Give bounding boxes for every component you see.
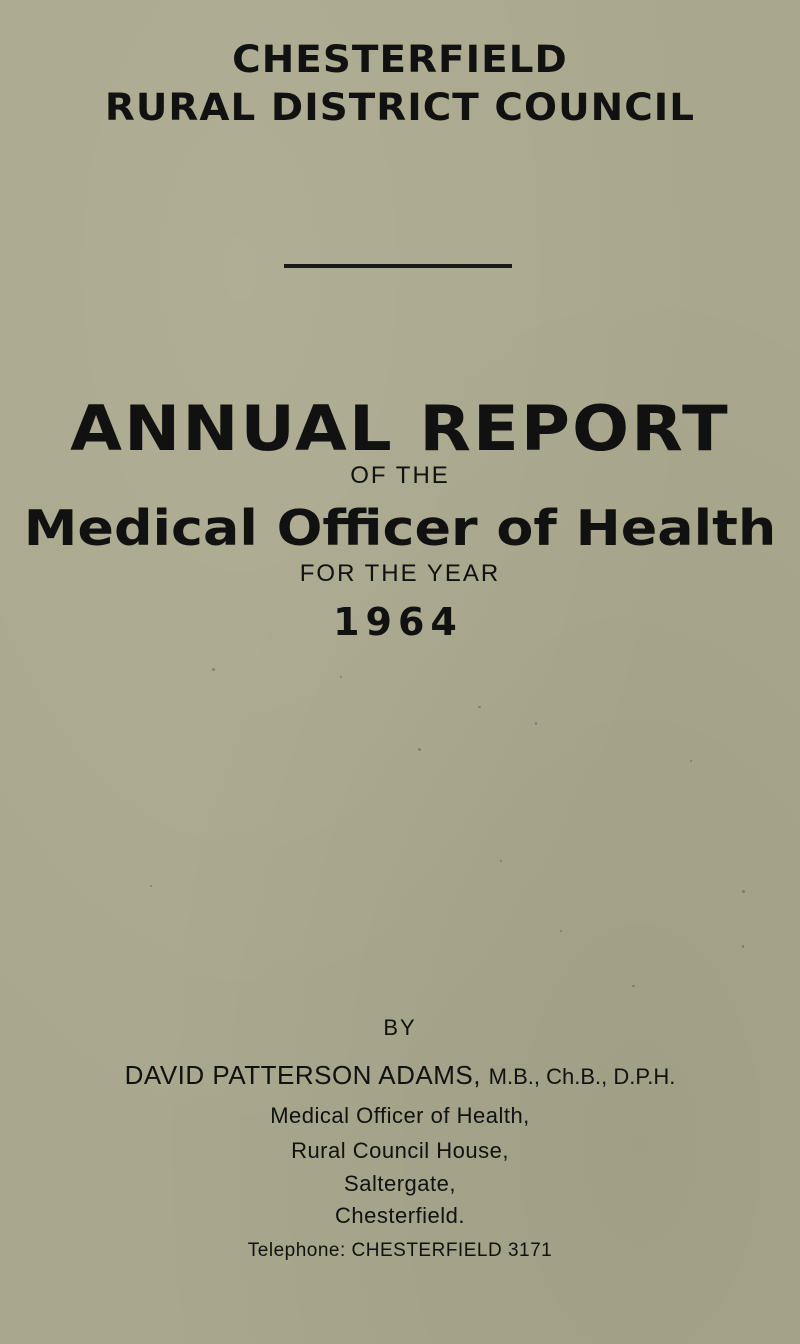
author-line: [0, 1060, 800, 1091]
of-the-label: OF THE: [350, 462, 450, 489]
paper-speck: [560, 930, 562, 932]
author-role: Medical Officer of Health,: [270, 1103, 530, 1128]
author-qualifications: M.B., Ch.B., D.P.H.: [488, 1064, 676, 1089]
report-subject: Medical Officer of Health: [23, 500, 777, 557]
paper-speck: [690, 760, 692, 762]
address-line-2: Saltergate,: [344, 1171, 456, 1196]
address-line-1: Rural Council House,: [291, 1138, 509, 1163]
council-name-line1: CHESTERFIELD: [232, 38, 568, 81]
paper-speck: [742, 945, 744, 948]
paper-speck: [150, 885, 152, 887]
by-label: BY: [383, 1015, 417, 1040]
report-title: ANNUAL REPORT: [70, 392, 730, 465]
address-line-3: Chesterfield.: [334, 1203, 465, 1228]
paper-speck: [500, 860, 502, 862]
paper-speck: [632, 985, 635, 987]
for-the-year-label: FOR THE YEAR: [299, 560, 501, 587]
author-name: DAVID PATTERSON ADAMS,: [124, 1060, 481, 1090]
paper-speck: [742, 890, 745, 893]
paper-speck: [340, 676, 342, 678]
council-name-line2: RURAL DISTRICT COUNCIL: [104, 86, 696, 129]
report-year: 1964: [333, 600, 463, 644]
divider-rule: [284, 264, 512, 268]
paper-speck: [478, 706, 481, 708]
paper-speck: [535, 722, 537, 725]
paper-speck: [212, 668, 215, 671]
telephone-line: Telephone: CHESTERFIELD 3171: [247, 1240, 553, 1261]
paper-speck: [418, 748, 421, 751]
